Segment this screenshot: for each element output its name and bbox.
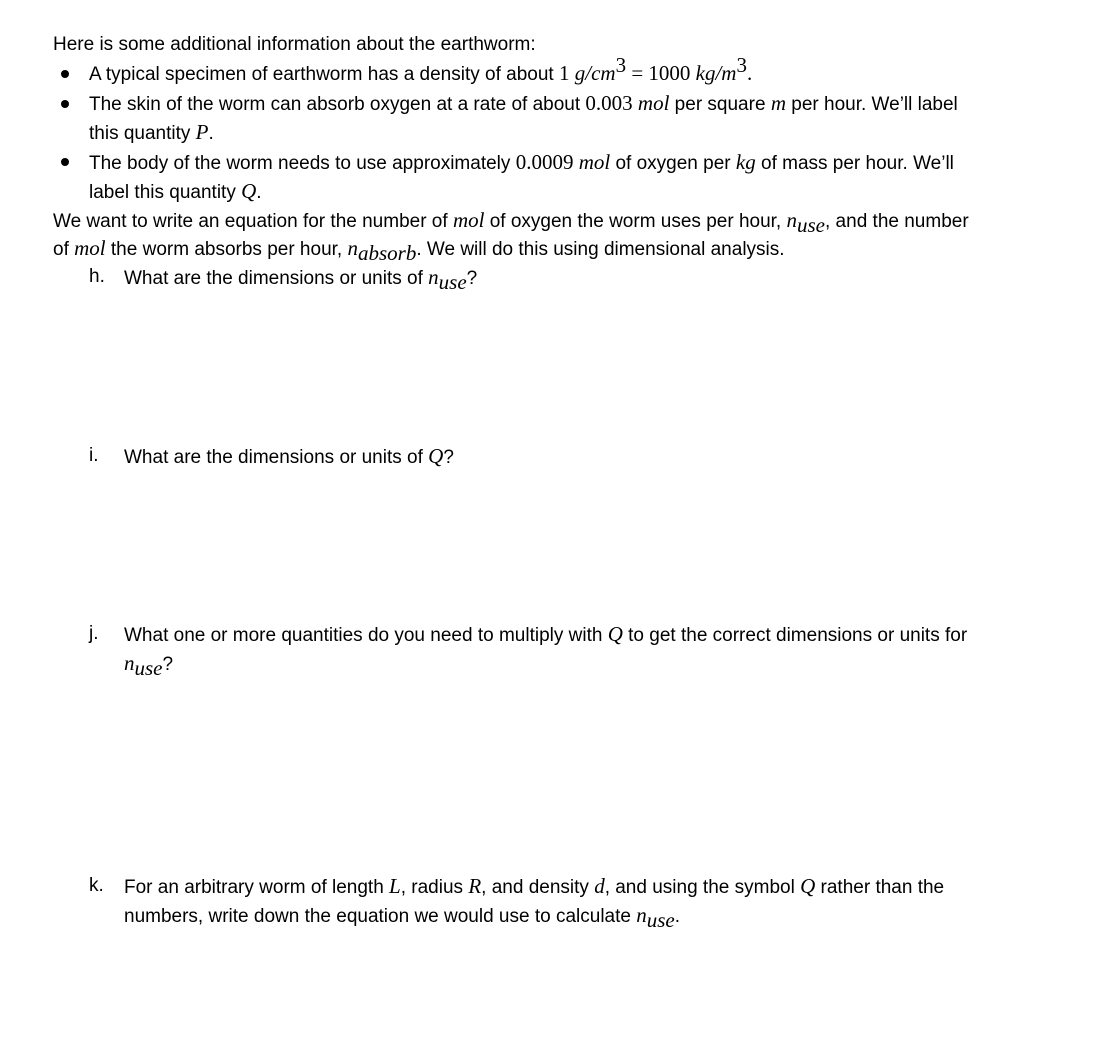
question-i-label: i. [89, 445, 99, 466]
question-j-text-line2: $n_{use}$? [124, 651, 174, 680]
bullet-2-text-line2: this quantity P. [89, 120, 214, 144]
bullet-dot [61, 70, 69, 78]
question-i-text: What are the dimensions or units of Q? [124, 444, 454, 468]
bullet-1-text: A typical specimen of earthworm has a density of about 1 $g/cm^3 = 1000$ $kg/m^3$. [89, 53, 753, 85]
bullet-3-text-line2: label this quantity Q. [89, 179, 262, 203]
question-k-text-line2: numbers, write down the equation we would use to calculate $n_{use}$. [124, 903, 681, 932]
question-h-label: h. [89, 266, 105, 287]
bullet-2-text-line1: The skin of the worm can absorb oxygen at a rate of about 0.003 mol per square m per hour. We’ll label [89, 91, 958, 115]
question-k-label: k. [89, 875, 104, 896]
question-k-text-line1: For an arbitrary worm of length L, radius R, and density d, and using the symbol Q rather than the [124, 874, 945, 898]
paragraph-line1: We want to write an equation for the number of mol of oxygen the worm uses per hour, $n_{use}$, and the number [53, 208, 969, 237]
bullet-dot [61, 100, 69, 108]
question-j-label: j. [89, 623, 99, 644]
paragraph-line2: of mol the worm absorbs per hour, $n_{absorb}$. We will do this using dimensional analysis. [53, 236, 785, 265]
bullet-dot [61, 158, 69, 166]
question-h-text: What are the dimensions or units of $n_{use}$? [124, 265, 478, 294]
question-j-text-line1: What one or more quantities do you need to multiply with Q to get the correct dimensions or units for [124, 622, 968, 646]
intro-text: Here is some additional information about the earthworm: [53, 34, 536, 55]
bullet-3-text-line1: The body of the worm needs to use approximately 0.0009 mol of oxygen per kg of mass per hour. We’ll [89, 150, 954, 174]
